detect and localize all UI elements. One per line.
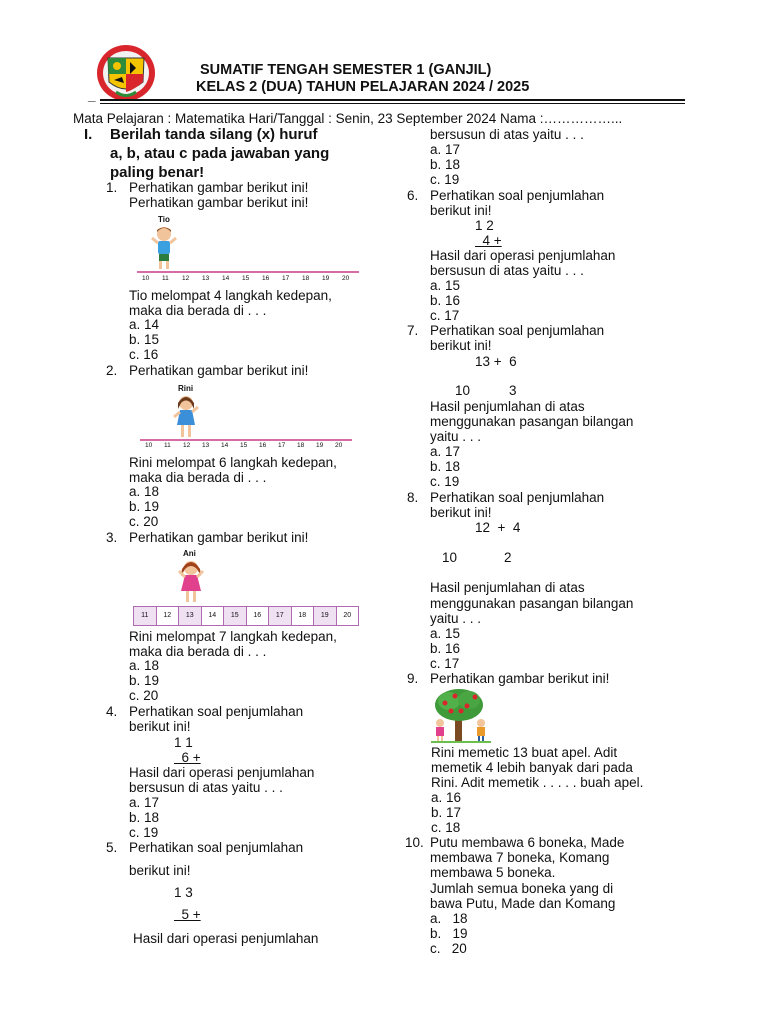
answer-option[interactable]: c. 17: [430, 656, 460, 671]
answer-option[interactable]: c. 17: [430, 308, 460, 323]
question-text: bersusun di atas yaitu . . .: [129, 780, 283, 795]
grid-cell: 12: [157, 607, 180, 625]
info-line: Mata Pelajaran : Matematika Hari/Tanggal : Senin, 23 September 2024 Nama :……………...: [73, 111, 623, 126]
grid-cell: 18: [292, 607, 315, 625]
question-text: yaitu . . .: [430, 611, 482, 626]
answer-option[interactable]: a. 17: [129, 795, 160, 810]
addition-top: 1 3: [174, 885, 193, 900]
instruction-line: a, b, atau c pada jawaban yang: [110, 145, 330, 162]
answer-option[interactable]: c. 19: [430, 172, 460, 187]
answer-option[interactable]: c. 20: [129, 688, 159, 703]
answer-option[interactable]: a. 18: [129, 484, 160, 499]
tick-label: 16: [259, 442, 267, 449]
question-text: Putu membawa 6 boneka, Made: [430, 835, 625, 850]
instruction-line: paling benar!: [110, 164, 205, 181]
answer-option[interactable]: b. 16: [430, 293, 461, 308]
addition-bottom: 4 +: [475, 233, 502, 248]
tick-label: 10: [145, 442, 153, 449]
answer-option[interactable]: c. 16: [129, 347, 159, 362]
number-line: [140, 434, 352, 454]
number-line-labels: [137, 275, 359, 285]
addition-expression: 12 + 4: [475, 520, 521, 535]
tick-label: 20: [335, 442, 343, 449]
tick-label: 13: [202, 442, 210, 449]
addition-bottom: 6 +: [174, 750, 201, 765]
header-rule-thick: [100, 99, 685, 101]
number-grid: [133, 606, 359, 626]
grid-cell: 11: [134, 607, 157, 625]
question-text: Rini memetic 13 buat apel. Adit: [431, 745, 618, 760]
answer-option[interactable]: a. 14: [129, 317, 160, 332]
tick-label: 11: [162, 275, 169, 282]
answer-option[interactable]: b. 18: [129, 810, 160, 825]
answer-option[interactable]: a. 16: [431, 790, 462, 805]
grid-cell: 14: [202, 607, 225, 625]
question-number: 3.: [106, 530, 118, 545]
answer-option[interactable]: a. 15: [430, 626, 461, 641]
answer-option[interactable]: c. 20: [430, 941, 467, 956]
question-text: menggunakan pasangan bilangan: [430, 596, 634, 611]
question-prompt: Perhatikan soal penjumlahan: [129, 840, 304, 855]
question-prompt: berikut ini!: [129, 863, 191, 878]
tick-label: 19: [322, 275, 330, 282]
tick-label: 11: [164, 442, 171, 449]
page-title: SUMATIF TENGAH SEMESTER 1 (GANJIL): [200, 62, 492, 78]
question-prompt: berikut ini!: [129, 719, 191, 734]
grid-cell: 20: [337, 607, 359, 625]
split-number: 10: [442, 550, 458, 565]
answer-option[interactable]: b. 17: [431, 805, 462, 820]
split-number: 10: [455, 383, 471, 398]
question-number: 9.: [407, 671, 419, 686]
question-text: bersusun di atas yaitu . . .: [430, 127, 584, 142]
school-logo: [96, 44, 156, 102]
question-text: Jumlah semua boneka yang di: [430, 881, 614, 896]
question-text: Tio melompat 4 langkah kedepan,: [129, 288, 332, 303]
addition-expression: 13 + 6: [475, 354, 517, 369]
answer-option[interactable]: b. 19: [129, 499, 160, 514]
question-text: Rini melompat 7 langkah kedepan,: [129, 629, 337, 644]
answer-option[interactable]: c. 20: [129, 514, 159, 529]
tick-label: 20: [342, 275, 350, 282]
question-prompt: Perhatikan gambar berikut ini!: [129, 180, 309, 195]
question-text: bawa Putu, Made dan Komang: [430, 896, 616, 911]
page-subtitle: KELAS 2 (DUA) TAHUN PELAJARAN 2024 / 2025: [196, 79, 530, 95]
tick-label: 13: [202, 275, 210, 282]
question-text: Rini. Adit memetik . . . . . buah apel.: [431, 775, 644, 790]
answer-option[interactable]: b. 16: [430, 641, 461, 656]
question-number: 1.: [106, 180, 118, 195]
section-number: I.: [84, 126, 93, 143]
question-number: 8.: [407, 490, 419, 505]
number-line: [137, 266, 359, 286]
answer-option[interactable]: c. 19: [430, 474, 460, 489]
question-number: 2.: [106, 363, 118, 378]
question-text: membawa 7 boneka, Komang: [430, 850, 610, 865]
answer-option[interactable]: b. 18: [430, 459, 461, 474]
question-text: membawa 5 boneka.: [430, 865, 556, 880]
tick-label: 14: [222, 275, 230, 282]
question-text: Hasil dari operasi penjumlahan: [133, 931, 319, 946]
tick-label: 15: [240, 442, 248, 449]
answer-option[interactable]: a. 15: [430, 278, 461, 293]
question-text: maka dia berada di . . .: [129, 644, 267, 659]
answer-option[interactable]: c. 18: [431, 820, 461, 835]
question-text: Rini melompat 6 langkah kedepan,: [129, 455, 337, 470]
question-text: memetik 4 lebih banyak dari pada: [431, 760, 633, 775]
answer-option[interactable]: a. 17: [430, 444, 461, 459]
answer-option[interactable]: a. 18: [129, 658, 160, 673]
grid-cell: 19: [314, 607, 337, 625]
question-prompt: berikut ini!: [430, 505, 492, 520]
question-number: 7.: [407, 323, 419, 338]
header-rule-thin: [100, 103, 685, 104]
tick-label: 12: [182, 275, 190, 282]
addition-bottom: 5 +: [174, 907, 201, 922]
question-prompt: Perhatikan gambar berikut ini!: [430, 671, 610, 686]
question-number: 6.: [407, 188, 419, 203]
question-prompt: Perhatikan soal penjumlahan: [430, 323, 605, 338]
grid-cell: 15: [224, 607, 247, 625]
question-text: bersusun di atas yaitu . . .: [430, 263, 584, 278]
answer-option[interactable]: a. 18: [430, 911, 468, 926]
child-name-label: Tio: [158, 215, 170, 224]
tick-label: 18: [302, 275, 310, 282]
question-text: Hasil dari operasi penjumlahan: [129, 765, 315, 780]
question-number: 10.: [405, 835, 424, 850]
instruction-line: Berilah tanda silang (x) huruf: [110, 126, 318, 143]
answer-option[interactable]: b. 15: [129, 332, 160, 347]
answer-option[interactable]: b. 19: [430, 926, 468, 941]
tick-label: 16: [262, 275, 270, 282]
tick-label: 10: [142, 275, 150, 282]
answer-option[interactable]: a. 17: [430, 142, 461, 157]
answer-option[interactable]: b. 18: [430, 157, 461, 172]
question-text: Hasil penjumlahan di atas: [430, 580, 585, 595]
question-prompt: Perhatikan gambar berikut ini!: [129, 363, 309, 378]
question-prompt: Perhatikan gambar berikut ini!: [129, 530, 309, 545]
tick-label: 17: [278, 442, 286, 449]
answer-option[interactable]: b. 19: [129, 673, 160, 688]
tick-label: 14: [221, 442, 229, 449]
split-number: 3: [509, 383, 517, 398]
question-prompt: Perhatikan soal penjumlahan: [430, 188, 605, 203]
question-text: yaitu . . .: [430, 429, 482, 444]
addition-top: 1 1: [174, 735, 193, 750]
tick-label: 15: [242, 275, 250, 282]
apple-tree-illustration: [431, 687, 491, 743]
question-prompt: berikut ini!: [430, 203, 492, 218]
question-text: maka dia berada di . . .: [129, 470, 267, 485]
question-text: maka dia berada di . . .: [129, 303, 267, 318]
tick-label: 12: [183, 442, 191, 449]
question-text: Hasil penjumlahan di atas: [430, 399, 585, 414]
addition-top: 1 2: [475, 218, 494, 233]
split-number: 2: [504, 550, 512, 565]
question-prompt: Perhatikan soal penjumlahan: [129, 704, 304, 719]
answer-option[interactable]: c. 19: [129, 825, 159, 840]
grid-cell: 13: [179, 607, 202, 625]
grid-cell: 17: [269, 607, 292, 625]
question-text: menggunakan pasangan bilangan: [430, 414, 634, 429]
tick-label: 19: [316, 442, 324, 449]
question-prompt: Perhatikan gambar berikut ini!: [129, 195, 309, 210]
child-name-label: Ani: [183, 549, 196, 558]
tick-label: 17: [282, 275, 290, 282]
question-number: 4.: [106, 704, 118, 719]
tick-label: 18: [297, 442, 305, 449]
child-figure-icon: [177, 560, 205, 606]
question-prompt: berikut ini!: [430, 338, 492, 353]
header-dash: _: [88, 88, 96, 103]
question-number: 5.: [106, 840, 118, 855]
question-prompt: Perhatikan soal penjumlahan: [430, 490, 605, 505]
child-name-label: Rini: [178, 384, 194, 393]
grid-cell: 16: [247, 607, 270, 625]
question-text: Hasil dari operasi penjumlahan: [430, 248, 616, 263]
